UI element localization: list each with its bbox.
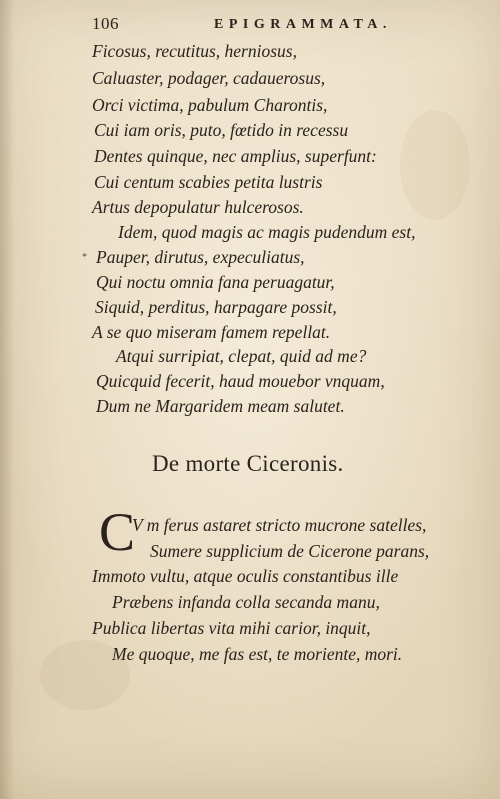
paper-stain	[400, 110, 470, 220]
verse-line: Cui iam oris, puto, fœtido in recessu	[94, 120, 349, 140]
verse-line: Siquid, perditus, harpagare possit,	[95, 297, 337, 317]
verse-line: Quicquid fecerit, haud mouebor vnquam,	[96, 371, 385, 391]
verse-line: Caluaster, podager, cadauerosus,	[92, 68, 326, 88]
page-number: 106	[92, 14, 119, 33]
verse-line: Præbens infanda colla secanda manu,	[112, 592, 380, 612]
margin-asterisk: *	[82, 252, 87, 263]
verse-line: Me quoque, me fas est, te moriente, mori.	[112, 644, 403, 664]
gutter-shadow	[0, 0, 14, 799]
running-title: EPIGRAMMATA.	[214, 17, 392, 32]
verse-line: Idem, quod magis ac magis pudendum est,	[118, 222, 416, 242]
verse-line: Atqui surripiat, clepat, quid ad me?	[116, 346, 367, 366]
verse-line: V m ferus astaret stricto mucrone satelles,	[132, 515, 427, 535]
verse-line: Cui centum scabies petita lustris	[94, 172, 323, 192]
verse-line: A se quo miseram famem repellat.	[92, 322, 331, 342]
verse-line: Pauper, dirutus, expeculiatus,	[96, 247, 305, 267]
verse-line: Sumere supplicium de Cicerone parans,	[150, 541, 430, 561]
verse-line: Publica libertas vita mihi carior, inquit,	[92, 618, 371, 638]
verse-line: Dum ne Margaridem meam salutet.	[96, 396, 345, 416]
poem-title: De morte Ciceronis.	[152, 451, 344, 476]
verse-line: Artus depopulatur hulcerosos.	[92, 197, 304, 217]
verse-line: Ficosus, recutitus, herniosus,	[92, 41, 297, 61]
drop-capital: C	[99, 502, 136, 562]
verse-line: Qui noctu omnia fana peruagatur,	[96, 272, 335, 292]
verse-line: Orci victima, pabulum Charontis,	[92, 95, 328, 115]
page-header	[92, 8, 422, 38]
verse-line: Immoto vultu, atque oculis constantibus ille	[92, 566, 399, 586]
verse-line: Dentes quinque, nec amplius, superfunt:	[94, 146, 377, 166]
